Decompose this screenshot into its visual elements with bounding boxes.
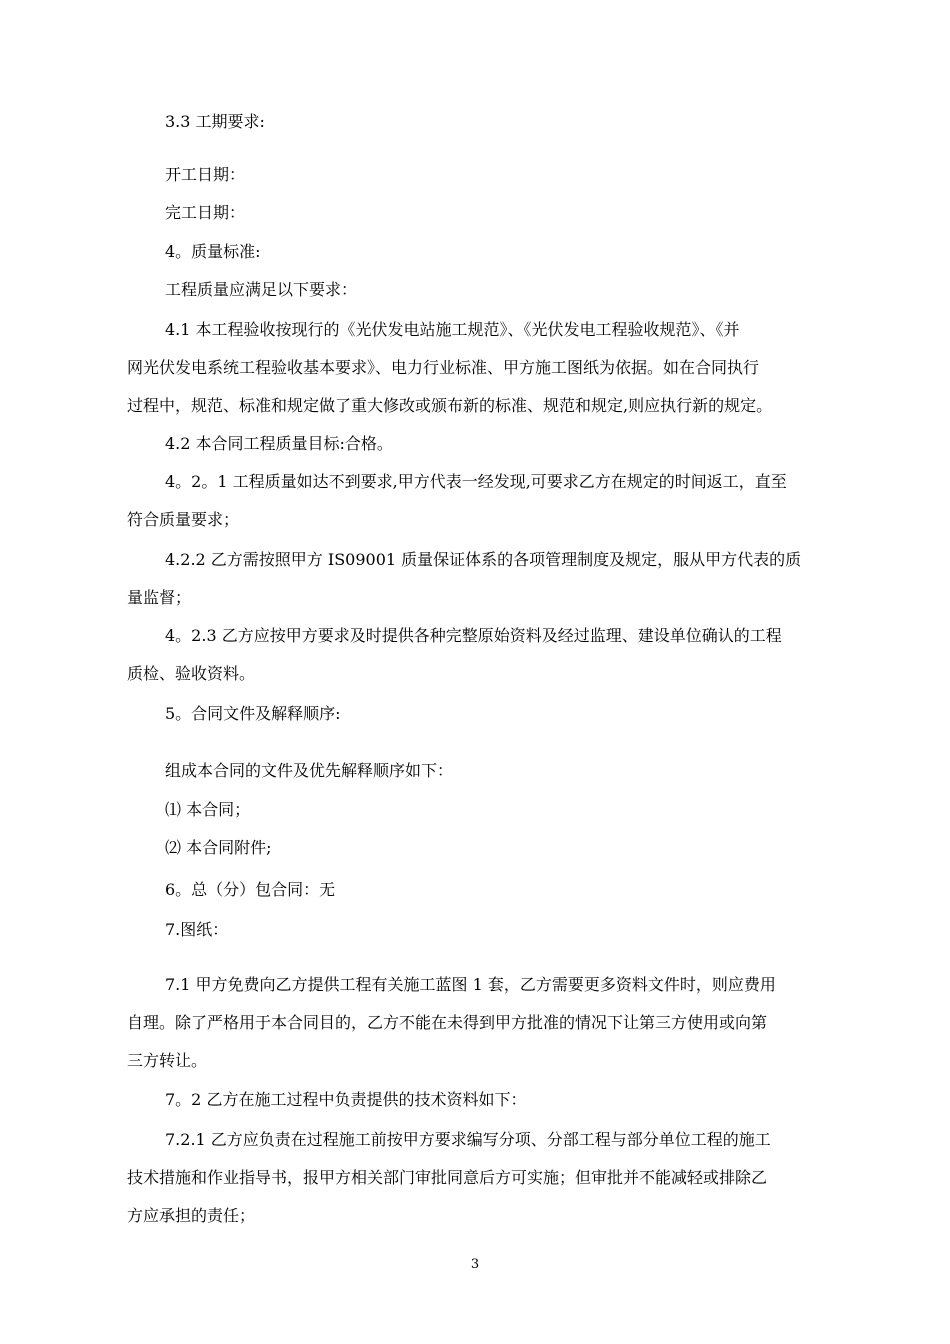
section-6: 6。总（分）包合同：无 <box>165 880 336 899</box>
section-7-2: 7。2 乙方在施工过程中负责提供的技术资料如下： <box>165 1090 527 1109</box>
list-item-2: ⑵ 本合同附件; <box>165 838 272 857</box>
section-4-2-1-line-2: 符合质量要求； <box>127 510 240 529</box>
section-3-3-heading: 3.3 工期要求: <box>165 112 265 131</box>
section-4-2-3-line-1: 4。2.3 乙方应按甲方要求及时提供各种完整原始资料及经过监理、建设单位确认的工程 <box>165 626 782 645</box>
section-4-2-2-line-2: 量监督； <box>127 588 192 607</box>
section-7-1-line-3: 三方转让。 <box>127 1051 208 1070</box>
section-4-2: 4.2 本合同工程质量目标:合格。 <box>165 434 393 453</box>
section-4-2-3-line-2: 质检、验收资料。 <box>127 664 256 683</box>
section-7-2-1-line-1: 7.2.1 乙方应负责在过程施工前按甲方要求编写分项、分部工程与部分单位工程的施工 <box>165 1130 771 1149</box>
section-4-heading: 4。质量标准: <box>165 242 261 261</box>
quality-intro: 工程质量应满足以下要求： <box>165 280 358 299</box>
completion-date-label: 完工日期： <box>165 203 246 222</box>
section-4-1-line-1: 4.1 本工程验收按现行的《光伏发电站施工规范》、《光伏发电工程验收规范》、《并 <box>165 320 740 339</box>
section-5-intro: 组成本合同的文件及优先解释顺序如下： <box>165 761 454 780</box>
section-7-2-1-line-3: 方应承担的责任； <box>127 1206 256 1225</box>
list-item-1: ⑴ 本合同； <box>165 800 251 819</box>
section-4-1-line-3: 过程中，规范、标准和规定做了重大修改或颁布新的标准、规范和规定,则应执行新的规定。 <box>127 396 773 415</box>
section-7-heading: 7.图纸： <box>165 920 229 939</box>
start-date-label: 开工日期： <box>165 165 246 184</box>
section-7-1-line-1: 7.1 甲方免费向乙方提供工程有关施工蓝图 1 套，乙方需要更多资料文件时，则应费用 <box>165 975 776 994</box>
section-4-2-1-line-1: 4。2。1 工程质量如达不到要求,甲方代表一经发现,可要求乙方在规定的时间返工，直至 <box>165 472 787 491</box>
section-7-1-line-2: 自理。除了严格用于本合同目的，乙方不能在未得到甲方批准的情况下让第三方使用或向第 <box>127 1013 768 1032</box>
section-7-2-1-line-2: 技术措施和作业指导书，报甲方相关部门审批同意后方可实施；但审批并不能减轻或排除乙 <box>127 1168 768 1187</box>
section-4-2-2-line-1: 4.2.2 乙方需按照甲方 IS09001 质量保证体系的各项管理制度及规定，服从甲方代表的质 <box>165 550 802 569</box>
page-number: 3 <box>470 1257 480 1272</box>
section-5-heading: 5。合同文件及解释顺序: <box>165 704 341 723</box>
section-4-1-line-2: 网光伏发电系统工程验收基本要求》、电力行业标准、甲方施工图纸为依据。如在合同执行 <box>127 358 760 377</box>
